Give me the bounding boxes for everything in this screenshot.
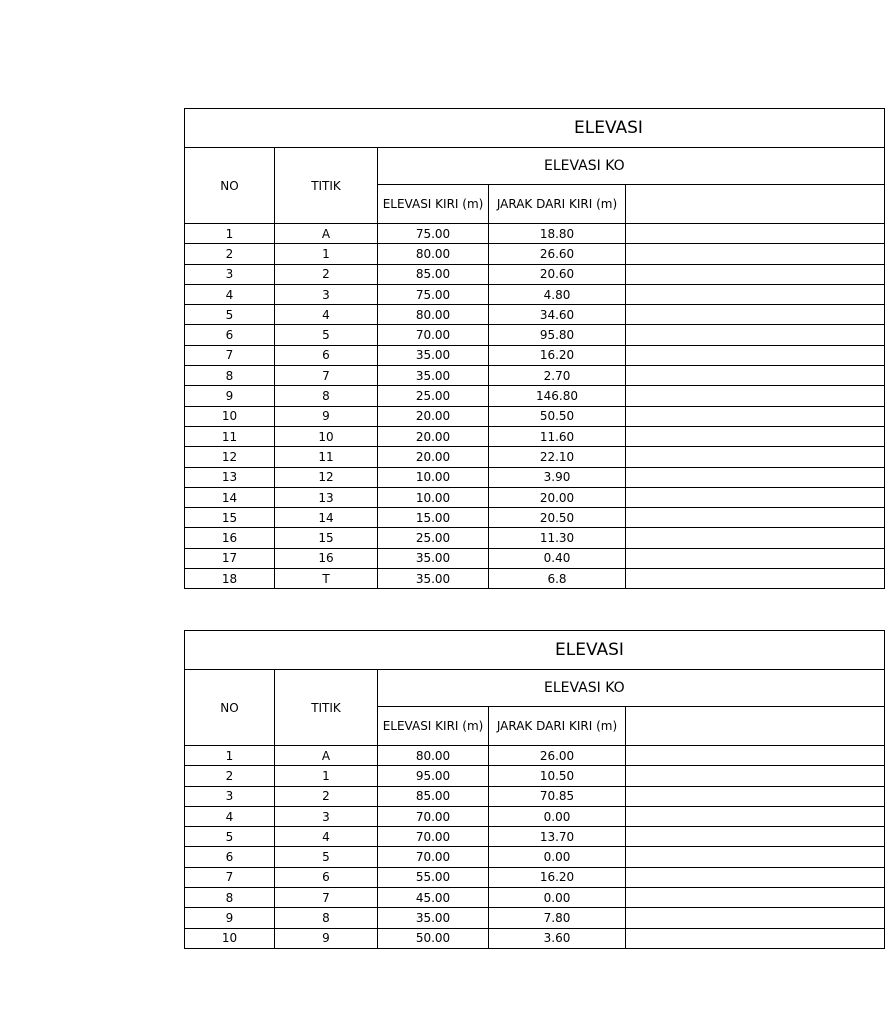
cell-no: 6 — [185, 325, 275, 345]
cell-titik: 8 — [275, 386, 378, 406]
cell-jarak-kiri: 0.00 — [489, 847, 626, 867]
cell-titik: 6 — [275, 345, 378, 365]
cell-no: 5 — [185, 305, 275, 325]
cell-jarak-kiri: 16.20 — [489, 867, 626, 887]
cell-cropped — [626, 528, 885, 548]
cell-jarak-kiri: 11.30 — [489, 528, 626, 548]
cell-jarak-kiri: 7.80 — [489, 908, 626, 928]
cell-elevasi-kiri: 80.00 — [378, 305, 489, 325]
table-row — [185, 447, 885, 467]
cell-no: 15 — [185, 508, 275, 528]
cell-elevasi-kiri: 15.00 — [378, 508, 489, 528]
cell-titik: 7 — [275, 888, 378, 908]
cell-cropped — [626, 447, 885, 467]
cell-jarak-kiri: 2.70 — [489, 366, 626, 386]
cell-no: 10 — [185, 928, 275, 948]
table-row — [185, 888, 885, 908]
cell-jarak-kiri: 6.8 — [489, 569, 626, 589]
table-row — [185, 746, 885, 766]
cell-titik: 3 — [275, 284, 378, 304]
cell-titik: 13 — [275, 487, 378, 507]
cell-titik: T — [275, 569, 378, 589]
cell-elevasi-kiri: 85.00 — [378, 264, 489, 284]
table-row — [185, 325, 885, 345]
column-header-no: NO — [185, 670, 275, 746]
table-row — [185, 224, 885, 244]
cell-no: 4 — [185, 284, 275, 304]
cell-jarak-kiri: 70.85 — [489, 786, 626, 806]
cell-elevasi-kiri: 35.00 — [378, 908, 489, 928]
cell-titik: 6 — [275, 867, 378, 887]
cell-no: 8 — [185, 366, 275, 386]
cell-elevasi-kiri: 35.00 — [378, 548, 489, 568]
cell-no: 7 — [185, 867, 275, 887]
cell-jarak-kiri: 13.70 — [489, 827, 626, 847]
cell-no: 7 — [185, 345, 275, 365]
table-row — [185, 867, 885, 887]
cell-cropped — [626, 746, 885, 766]
table-row — [185, 426, 885, 446]
cell-no: 2 — [185, 244, 275, 264]
cell-jarak-kiri: 10.50 — [489, 766, 626, 786]
cell-titik: 3 — [275, 806, 378, 826]
cell-no: 18 — [185, 569, 275, 589]
cell-elevasi-kiri: 75.00 — [378, 284, 489, 304]
cell-no: 12 — [185, 447, 275, 467]
cell-cropped — [626, 426, 885, 446]
table-row — [185, 508, 885, 528]
cell-cropped — [626, 928, 885, 948]
cell-jarak-kiri: 3.90 — [489, 467, 626, 487]
cell-titik: 9 — [275, 406, 378, 426]
cell-elevasi-kiri: 95.00 — [378, 766, 489, 786]
cell-no: 4 — [185, 806, 275, 826]
cell-cropped — [626, 766, 885, 786]
table-row — [185, 244, 885, 264]
cell-cropped — [626, 467, 885, 487]
table-row — [185, 406, 885, 426]
cell-titik: 12 — [275, 467, 378, 487]
table-grid — [184, 630, 885, 949]
table-row — [185, 284, 885, 304]
cell-titik: 1 — [275, 766, 378, 786]
table-title: ELEVASI — [185, 109, 885, 148]
cell-cropped — [626, 224, 885, 244]
cell-titik: 11 — [275, 447, 378, 467]
cell-titik: 2 — [275, 786, 378, 806]
cell-titik: 4 — [275, 827, 378, 847]
table-row — [185, 305, 885, 325]
cell-titik: 7 — [275, 366, 378, 386]
table-grid — [184, 108, 885, 589]
table-row — [185, 345, 885, 365]
cell-no: 1 — [185, 746, 275, 766]
cell-jarak-kiri: 0.00 — [489, 888, 626, 908]
table-row — [185, 827, 885, 847]
cell-cropped — [626, 366, 885, 386]
table-row — [185, 569, 885, 589]
cell-titik: 5 — [275, 325, 378, 345]
cell-titik: 4 — [275, 305, 378, 325]
cell-elevasi-kiri: 20.00 — [378, 426, 489, 446]
cell-no: 11 — [185, 426, 275, 446]
table-row — [185, 806, 885, 826]
table-row — [185, 548, 885, 568]
cell-cropped — [626, 406, 885, 426]
cell-jarak-kiri: 26.60 — [489, 244, 626, 264]
cell-jarak-kiri: 20.50 — [489, 508, 626, 528]
cell-titik: 5 — [275, 847, 378, 867]
cell-jarak-kiri: 22.10 — [489, 447, 626, 467]
cell-elevasi-kiri: 10.00 — [378, 487, 489, 507]
cell-elevasi-kiri: 45.00 — [378, 888, 489, 908]
cell-titik: 15 — [275, 528, 378, 548]
cell-elevasi-kiri: 10.00 — [378, 467, 489, 487]
cell-no: 8 — [185, 888, 275, 908]
cell-no: 5 — [185, 827, 275, 847]
cell-elevasi-kiri: 20.00 — [378, 406, 489, 426]
cell-elevasi-kiri: 35.00 — [378, 345, 489, 365]
cell-no: 6 — [185, 847, 275, 867]
cell-jarak-kiri: 146.80 — [489, 386, 626, 406]
cell-cropped — [626, 888, 885, 908]
cell-cropped — [626, 508, 885, 528]
cell-elevasi-kiri: 80.00 — [378, 746, 489, 766]
cell-no: 10 — [185, 406, 275, 426]
table-row — [185, 467, 885, 487]
cell-cropped — [626, 325, 885, 345]
cell-titik: 9 — [275, 928, 378, 948]
cell-jarak-kiri: 11.60 — [489, 426, 626, 446]
cell-elevasi-kiri: 20.00 — [378, 447, 489, 467]
table-row — [185, 366, 885, 386]
cell-jarak-kiri: 3.60 — [489, 928, 626, 948]
cell-elevasi-kiri: 80.00 — [378, 244, 489, 264]
table-row — [185, 786, 885, 806]
cell-cropped — [626, 908, 885, 928]
cell-elevasi-kiri: 70.00 — [378, 827, 489, 847]
cell-no: 3 — [185, 786, 275, 806]
table-row — [185, 928, 885, 948]
table-title: ELEVASI — [185, 631, 885, 670]
cell-no: 17 — [185, 548, 275, 568]
column-header-no: NO — [185, 148, 275, 224]
cell-titik: 2 — [275, 264, 378, 284]
table-row — [185, 487, 885, 507]
cell-jarak-kiri: 95.80 — [489, 325, 626, 345]
cell-jarak-kiri: 20.60 — [489, 264, 626, 284]
table-row — [185, 908, 885, 928]
table-row — [185, 766, 885, 786]
cell-no: 16 — [185, 528, 275, 548]
cell-jarak-kiri: 18.80 — [489, 224, 626, 244]
column-header-elevasi-kiri: ELEVASI KIRI (m) — [378, 185, 489, 224]
cell-cropped — [626, 487, 885, 507]
column-header-jarak-kiri: JARAK DARI KIRI (m) — [489, 185, 626, 224]
cell-titik: A — [275, 224, 378, 244]
cell-cropped — [626, 386, 885, 406]
group-header: ELEVASI KO — [378, 670, 885, 707]
cell-no: 13 — [185, 467, 275, 487]
cell-cropped — [626, 284, 885, 304]
cell-cropped — [626, 786, 885, 806]
elevation-table-2 — [184, 630, 626, 953]
cell-jarak-kiri: 16.20 — [489, 345, 626, 365]
cell-elevasi-kiri: 85.00 — [378, 786, 489, 806]
cell-jarak-kiri: 0.00 — [489, 806, 626, 826]
cell-elevasi-kiri: 70.00 — [378, 806, 489, 826]
cell-cropped — [626, 806, 885, 826]
cell-titik: 14 — [275, 508, 378, 528]
cell-no: 1 — [185, 224, 275, 244]
cell-elevasi-kiri: 55.00 — [378, 867, 489, 887]
cell-elevasi-kiri: 50.00 — [378, 928, 489, 948]
column-header-elevasi-kiri: ELEVASI KIRI (m) — [378, 707, 489, 746]
table-row — [185, 386, 885, 406]
cell-cropped — [626, 569, 885, 589]
cell-elevasi-kiri: 35.00 — [378, 569, 489, 589]
table-row — [185, 264, 885, 284]
cell-jarak-kiri: 0.40 — [489, 548, 626, 568]
cell-titik: A — [275, 746, 378, 766]
column-header-titik: TITIK — [275, 148, 378, 224]
cell-cropped — [626, 548, 885, 568]
table-row — [185, 847, 885, 867]
cell-elevasi-kiri: 25.00 — [378, 528, 489, 548]
cell-cropped — [626, 345, 885, 365]
cell-cropped — [626, 847, 885, 867]
cell-jarak-kiri: 34.60 — [489, 305, 626, 325]
cell-jarak-kiri: 26.00 — [489, 746, 626, 766]
cell-elevasi-kiri: 70.00 — [378, 325, 489, 345]
column-header-jarak-kiri: JARAK DARI KIRI (m) — [489, 707, 626, 746]
column-header-titik: TITIK — [275, 670, 378, 746]
cell-titik: 16 — [275, 548, 378, 568]
group-header: ELEVASI KO — [378, 148, 885, 185]
cell-jarak-kiri: 4.80 — [489, 284, 626, 304]
cell-elevasi-kiri: 70.00 — [378, 847, 489, 867]
column-header-cropped — [626, 185, 885, 224]
cell-titik: 10 — [275, 426, 378, 446]
cell-cropped — [626, 244, 885, 264]
cell-elevasi-kiri: 25.00 — [378, 386, 489, 406]
cell-cropped — [626, 827, 885, 847]
cell-jarak-kiri: 20.00 — [489, 487, 626, 507]
cell-no: 14 — [185, 487, 275, 507]
cell-no: 9 — [185, 386, 275, 406]
elevation-table-1 — [184, 108, 643, 593]
cell-elevasi-kiri: 35.00 — [378, 366, 489, 386]
column-header-cropped — [626, 707, 885, 746]
cell-jarak-kiri: 50.50 — [489, 406, 626, 426]
cell-cropped — [626, 305, 885, 325]
cell-cropped — [626, 867, 885, 887]
cell-no: 3 — [185, 264, 275, 284]
cell-titik: 1 — [275, 244, 378, 264]
cell-no: 2 — [185, 766, 275, 786]
table-row — [185, 528, 885, 548]
cell-titik: 8 — [275, 908, 378, 928]
cell-cropped — [626, 264, 885, 284]
cell-no: 9 — [185, 908, 275, 928]
cell-elevasi-kiri: 75.00 — [378, 224, 489, 244]
